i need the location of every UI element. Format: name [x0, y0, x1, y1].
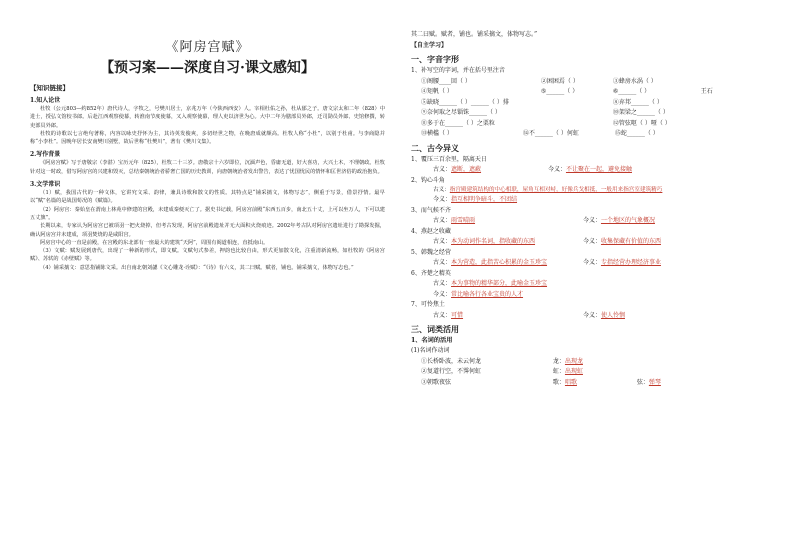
- ch-row-3: [411, 378, 774, 389]
- gu-value: 本为事物的精华部分，此喻金玉珍宝: [451, 280, 548, 287]
- section-self-study: 【自主学习】: [411, 41, 448, 49]
- lit-para-2: （2）阿房宫：秦始皇在渭南上林苑中修建的宫殿，未建成秦便灭亡了。据史书记载，阿房宫前殿“东西五百步，南北五十丈，上可以坐万人，下可以建五丈旗”。: [30, 206, 385, 221]
- jin-label: 今义：: [433, 196, 452, 203]
- author-para-2: 杜牧的诗歌以七言绝句著称，内容以咏史抒怀为主，其诗英发俊爽，多切经世之物，在晚唐成就颇高。杜牧人称“小杜”，以别于杜甫。与李商隐并称“小李杜”。因晚年居长安南樊川别墅，故后世称“杜樊川”，著有《樊川文集》。: [30, 130, 385, 146]
- fill-row-4: [411, 108, 774, 119]
- section-knowledge: 【知识链接】: [30, 84, 69, 92]
- question-1: 1、补写空的字词，并在括号里注音: [411, 67, 505, 74]
- fill-item[interactable]: ④矩帆（ ）: [421, 88, 453, 95]
- ch-value: 出现虹: [564, 368, 583, 375]
- heading-background: 2.写作背景: [30, 151, 61, 159]
- gj-q7: 7、可怜焦土: [411, 301, 445, 308]
- jin-value: 使人怜悯: [600, 311, 625, 319]
- ch-value: 唱歌: [564, 378, 577, 386]
- fill-item[interactable]: ⑬横槛（ ）: [421, 130, 453, 137]
- jin-value: 一个地区的气象概况: [600, 217, 655, 224]
- jin-value: 常比喻各行各业宝贵的人才: [451, 290, 524, 298]
- gu-label: 古义：: [433, 217, 452, 224]
- lit-para-5: （3）文赋：赋发展到唐代，出现了一种新的形式，即文赋。文赋句式参差，押韵也比较自由，形式更加散文化，注重清新流畅，如杜牧的《阿房宫赋》、苏轼的《赤壁赋》等。: [30, 248, 385, 263]
- gu-value: 遮断，遮蔽: [451, 166, 482, 173]
- lit-para-1: （1）赋，我国古代的一种文体，它讲究文采、韵律，兼具诗歌和散文的性质。其特点是“铺采摛文，体物写志”，侧重于写景，借景抒情。最早以“赋”名篇的是战国荀况的《赋篇》。: [30, 190, 385, 205]
- gj-a3: [411, 216, 774, 227]
- gj-q3: 3、而气候不齐: [411, 206, 451, 214]
- jin-label: 今义：: [547, 166, 566, 173]
- continued-text: 其二曰赋。赋者，铺也。铺采摛文，体物写志。”: [411, 31, 538, 38]
- fill-item[interactable]: ⑧弃邦______（ ）: [612, 98, 663, 106]
- doc-title: 《阿房宫赋》: [165, 40, 250, 55]
- fill-item[interactable]: ②困困焉（ ）: [540, 77, 579, 85]
- gu-label: 古义：: [433, 187, 450, 193]
- jin-label: 今义：: [582, 311, 601, 319]
- jin-value: 收集保藏有价值的东西: [600, 238, 661, 245]
- gu-value: 指宫殿建筑结构的中心相联，屋角互相对峙，好像兵戈相抵，一般用来指宫室建筑精巧: [449, 187, 663, 193]
- ch-row-1: [411, 357, 774, 368]
- gj-q6: 6、齐楚之精英: [411, 269, 451, 277]
- gj-a2b: [411, 195, 774, 206]
- gu-label: 古义：: [433, 259, 452, 266]
- gj-a2: [411, 186, 774, 195]
- gu-label: 古义：: [433, 166, 452, 173]
- heading-word-class: 三、词类活用: [411, 324, 459, 334]
- gu-value: 本为动词作名词，指收藏的东西: [451, 238, 536, 245]
- gu-value: 雨雪晴雨: [451, 217, 476, 224]
- background-para: 《阿房宫赋》写于唐敬宗（李湛）宝历元年（825），杜牧二十三岁。唐敬宗十六岁即位，沉湎声色，昏庸无道，好大喜功，大兴土木，不理朝政。杜牧针对这一时政，借写阿房宫的兴建和毁灭，总结秦朝统治者骄奢亡国的历史教训，向唐朝统治者发出警告，表达了忧国忧民的情怀和匡世济俗的政治抱负。: [30, 160, 385, 175]
- fill-row-1: [411, 77, 774, 88]
- ch-key: 歌：: [552, 378, 565, 386]
- gj-a5: [411, 258, 774, 269]
- fill-item[interactable]: ⑮蛇______（ ）: [614, 130, 659, 137]
- fill-item[interactable]: ①阁腰____回（ ）: [421, 77, 471, 85]
- jin-label: 今义：: [582, 259, 601, 266]
- gj-a6: [411, 279, 774, 290]
- ch-value: 弹琴: [648, 378, 661, 386]
- ch-value: 出现龙: [564, 357, 583, 365]
- fill-row-3: [411, 98, 774, 109]
- jin-label: 今义：: [433, 290, 452, 298]
- fill-item[interactable]: ⑨奈何取之尽锱铢______（ ）: [421, 109, 501, 116]
- gu-label: 古义：: [433, 311, 452, 319]
- fill-row-6: [411, 129, 774, 140]
- ch-key: 龙：: [552, 357, 565, 365]
- gj-a7: [411, 311, 774, 322]
- fill-item: 王石: [700, 88, 713, 95]
- jin-label: 今义：: [582, 217, 601, 224]
- gu-value: 可惜: [451, 311, 464, 319]
- ch-key: 虹：: [552, 368, 565, 375]
- jin-label: 今义：: [582, 238, 601, 245]
- fill-item[interactable]: ⑫管弦呕（ ）哑（ ）: [612, 119, 671, 127]
- author-para-1: 杜牧（公元803—约852年）唐代诗人，字牧之，号樊川居士，京兆万年（今陕西西安）人。宰相杜佑之孙，杜从郁之子。唐文宗太和二年（828）中进士，授弘文馆校书郎。后赴江西观察使幕，转淮南节度使幕，又入观察使幕，理人吏以济世为心。大中二年为膳部员外郎，迁司勋员外郎、史馆修撰，转吏部员外郎。: [30, 106, 385, 129]
- fill-row-2: [411, 87, 774, 98]
- gj-q5: 5、韩魏之经营: [411, 248, 451, 256]
- gu-label: 古义：: [433, 280, 452, 287]
- gj-a6b: [411, 290, 774, 301]
- right-page: [397, 0, 794, 560]
- heading-pronunciation: 一、字音字形: [411, 54, 459, 64]
- gu-label: 古义：: [433, 238, 452, 245]
- heading-ancient-modern: 二、古今异义: [411, 142, 459, 153]
- ch-sentence: ③朝歌夜弦: [421, 378, 452, 386]
- fill-item[interactable]: ⑪多于在______（ ）之栗粒: [421, 119, 495, 127]
- fill-item[interactable]: ⑤______（ ）: [540, 88, 579, 95]
- ch-row-2: [411, 367, 774, 378]
- heading-noun-as-verb: (1)名词作动词: [411, 347, 450, 354]
- ch-sentence: ①长桥卧波，未云何龙: [421, 357, 482, 365]
- fill-item[interactable]: ⑩架梁之______（ ）: [612, 109, 669, 116]
- jin-value: 专指经营办理经济事业: [600, 259, 661, 266]
- lit-para-3: 长期以来，专家认为阿房宫已被项羽一把火烧掉，但考古发现，阿房宫前殿遗址并无大面积火烧痕迹。2002年考古队对阿房宫遗址进行了勘探发掘，确认阿房宫并未建成，项羽焚烧的是咸阳宫。: [30, 223, 385, 238]
- heading-noun-usage: 1、名词的活用: [411, 337, 453, 344]
- gj-q2: 2、钩心斗角: [411, 176, 445, 184]
- fill-item[interactable]: ⑤缺晓______（ ）______（ ）排: [421, 98, 509, 106]
- gu-value: 本为营造，此指苦心积累的金玉珍宝: [451, 259, 548, 266]
- heading-author: 1.知人论世: [30, 97, 61, 104]
- jin-value: 指互相明争暗斗，不团结: [451, 196, 518, 203]
- lit-para-6: （4）铺采摛文：意思指铺陈文采。出自南北朝刘勰《文心雕龙·诠赋》：“《诗》有六义，其二曰赋。赋者，铺也。铺采摛文，体物写志也。”: [40, 264, 354, 271]
- gj-a1: [411, 165, 774, 176]
- fill-item[interactable]: ⑭不______（ ）何虹: [522, 130, 579, 137]
- gj-q1: 1、覆压三百余里，隔离天日: [411, 155, 487, 163]
- ch-sentence: ②复道行空，不霁何虹: [421, 368, 482, 375]
- ch-key: 弦：: [636, 378, 649, 386]
- fill-row-5: [411, 119, 774, 130]
- doc-subtitle: 【预习案——深度自习·课文感知】: [100, 60, 315, 76]
- lit-para-4: 阿房宫中心的一直是前殿，在宫殿的东北部有一座最大的建筑“天阿”，周围有阁道相连，直抵南山。: [40, 239, 269, 246]
- gj-q4: 4、燕赵之收藏: [411, 227, 451, 235]
- gj-a4: [411, 237, 774, 248]
- heading-literature: 3.文学常识: [30, 181, 61, 189]
- jin-value: 不让聚在一起，避免接触: [565, 166, 632, 173]
- fill-item[interactable]: ③蜂房水涡（ ）: [612, 77, 657, 85]
- fill-item[interactable]: ⑥______（ ）: [612, 88, 651, 95]
